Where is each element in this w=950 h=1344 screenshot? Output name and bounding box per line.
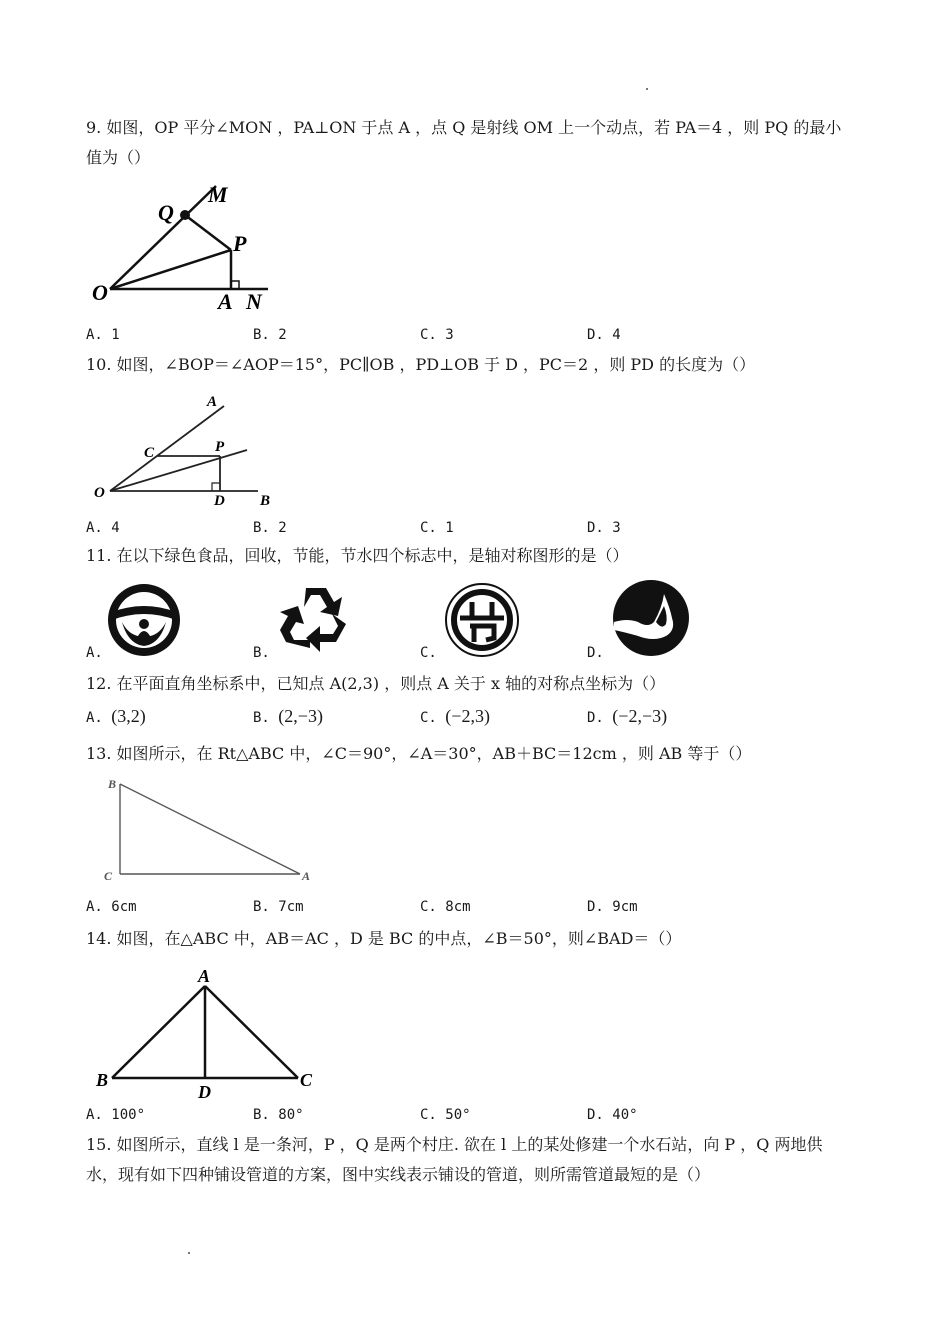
q12-option-b[interactable] <box>253 706 323 727</box>
q11-option-c[interactable]: C. <box>420 645 437 661</box>
q12-option-a-value: (3,2) <box>111 706 146 726</box>
q13-option-d[interactable]: D. 9cm <box>587 899 638 915</box>
question-13-text: 13. 如图所示，在 Rt△ABC 中，∠C＝90°，∠A＝30°，AB＋BC＝12cm ，则 AB 等于（） <box>86 744 752 763</box>
q14-option-c[interactable]: C. 50° <box>420 1107 471 1123</box>
scan-speck <box>188 1252 190 1254</box>
fig14-label-b: B <box>96 1070 109 1090</box>
fig13-label-a: A <box>302 869 311 883</box>
question-15-line-2: 水，现有如下四种铺设管道的方案，图中实线表示铺设的管道，则所需管道最短的是（） <box>86 1165 711 1184</box>
q10-option-a[interactable]: A. 4 <box>86 520 120 536</box>
question-14-figure <box>92 962 324 1102</box>
q9-option-a[interactable]: A. 1 <box>86 327 120 343</box>
q9-option-c[interactable]: C. 3 <box>420 327 454 343</box>
q13-option-a[interactable]: A. 6cm <box>86 899 137 915</box>
q11-option-d[interactable]: D. <box>587 645 604 661</box>
q14-option-a[interactable]: A. 100° <box>86 1107 146 1123</box>
q14-option-b[interactable]: B. 80° <box>253 1107 304 1123</box>
question-11-options <box>86 645 846 671</box>
q12-option-d-letter: D. <box>587 710 604 726</box>
question-13-figure <box>102 772 320 884</box>
fig13-label-b: B <box>108 777 117 791</box>
q13-option-b[interactable]: B. 7cm <box>253 899 304 915</box>
fig10-label-p: P <box>215 439 225 455</box>
scan-speck <box>646 88 648 90</box>
fig13-label-c: C <box>104 869 113 883</box>
fig14-label-a: A <box>198 966 211 986</box>
q10-option-c[interactable]: C. 1 <box>420 520 454 536</box>
question-9-line-1: 9. 如图，OP 平分∠MON ，PA⊥ON 于点 A ，点 Q 是射线 OM 上一个动点，若 PA＝4 ，则 PQ 的最小 <box>86 118 842 137</box>
q11-option-a[interactable]: A. <box>86 645 103 661</box>
fig10-label-b: B <box>260 493 271 509</box>
question-15-line-1: 15. 如图所示，直线 l 是一条河，P ，Q 是两个村庄. 欲在 l 上的某处修建一个水石站，向 P ，Q 两地供 <box>86 1135 823 1154</box>
fig9-label-q: Q <box>158 200 174 225</box>
question-9-figure <box>88 182 278 312</box>
question-11-text: 11. 在以下绿色食品，回收，节能，节水四个标志中，是轴对称图形的是（） <box>86 546 629 565</box>
question-9-line-2: 值为（） <box>86 148 151 167</box>
q12-option-d[interactable] <box>587 706 667 727</box>
question-12-text: 12. 在平面直角坐标系中，已知点 A(2,3) ，则点 A 关于 x 轴的对称点坐标为（） <box>86 674 666 693</box>
fig10-label-o: O <box>94 485 105 501</box>
question-12-options <box>86 706 846 736</box>
q14-option-d[interactable]: D. 40° <box>587 1107 638 1123</box>
fig10-label-a: A <box>207 394 218 410</box>
q9-option-b[interactable]: B. 2 <box>253 327 287 343</box>
q12-option-c-value: (−2,3) <box>445 706 490 726</box>
fig9-label-o: O <box>92 280 108 305</box>
q12-option-c-letter: C. <box>420 710 437 726</box>
q10-option-b[interactable]: B. 2 <box>253 520 287 536</box>
q12-option-c[interactable] <box>420 706 490 727</box>
question-10-figure <box>90 392 280 512</box>
q11-option-b[interactable]: B. <box>253 645 270 661</box>
q13-option-c[interactable]: C. 8cm <box>420 899 471 915</box>
fig14-label-d: D <box>198 1082 211 1102</box>
q12-option-b-value: (2,−3) <box>278 706 323 726</box>
fig9-label-p: P <box>233 231 247 256</box>
question-14-text: 14. 如图，在△ABC 中，AB＝AC ，D 是 BC 的中点，∠B＝50°，则∠BAD＝（） <box>86 929 682 948</box>
fig9-label-a: A <box>218 289 233 312</box>
q12-option-a[interactable] <box>86 706 146 727</box>
q9-option-d[interactable]: D. 4 <box>587 327 621 343</box>
q10-option-d[interactable]: D. 3 <box>587 520 621 536</box>
question-13-options <box>86 899 846 925</box>
fig10-label-c: C <box>144 445 155 461</box>
fig9-label-n: N <box>246 289 262 312</box>
fig10-label-d: D <box>214 493 225 509</box>
q12-option-b-letter: B. <box>253 710 270 726</box>
q12-option-a-letter: A. <box>86 710 103 726</box>
fig14-label-c: C <box>300 1070 313 1090</box>
question-10-text: 10. 如图，∠BOP＝∠AOP＝15°，PC∥OB ，PD⊥OB 于 D ，PC＝2 ，则 PD 的长度为（） <box>86 355 756 374</box>
q12-option-d-value: (−2,−3) <box>612 706 668 726</box>
fig9-label-m: M <box>208 182 228 207</box>
